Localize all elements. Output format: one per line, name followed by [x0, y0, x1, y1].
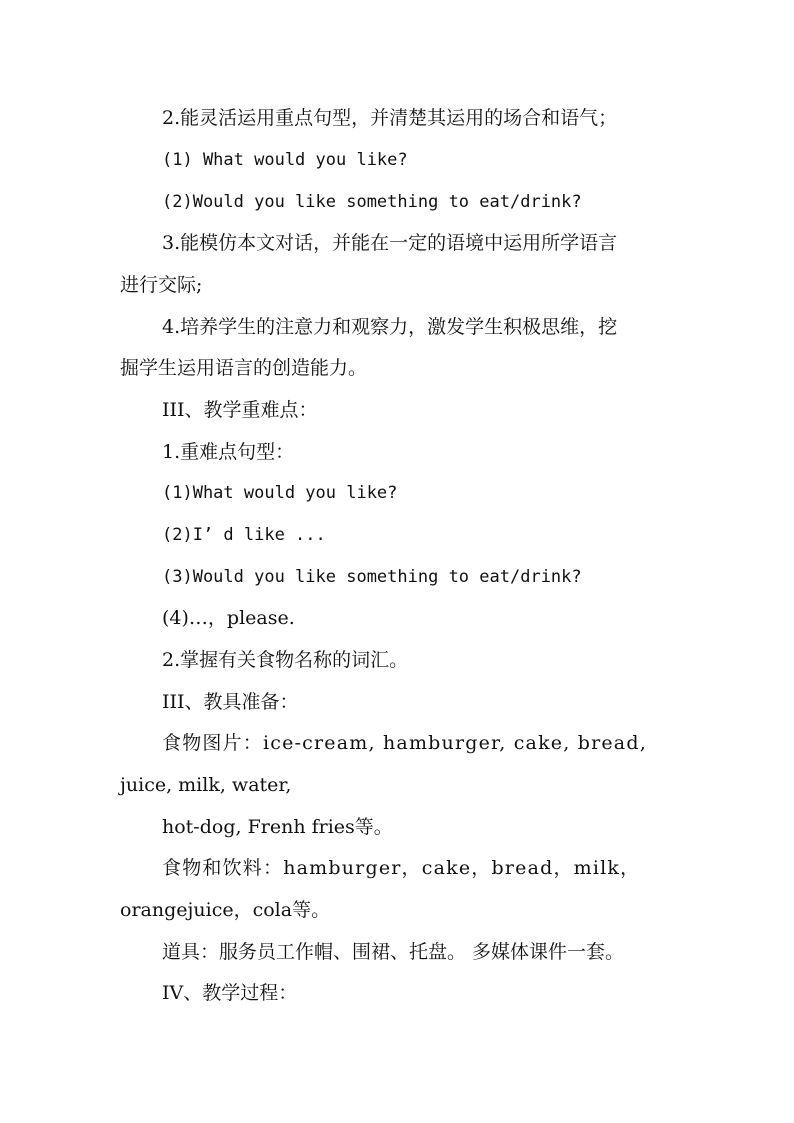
food-and-drinks-list-continued: orangejuice，cola等。 — [120, 899, 331, 921]
objective-4: 4.培养学生的注意力和观察力，激发学生积极思维，挖 — [162, 316, 618, 338]
sentence-pattern-2: (2)Would you like something to eat/drink? — [162, 192, 582, 212]
food-pictures-list: 食物图片：ice-cream, hamburger, cake, bread, — [162, 732, 647, 754]
key-sentence-patterns-heading: 1.重难点句型： — [162, 441, 295, 463]
food-pictures-list-end: hot-dog, Frenh fries等。 — [162, 816, 393, 838]
section-heading-key-points: III、教学重难点： — [162, 399, 318, 421]
key-pattern-2: (2)I’ d like ... — [162, 525, 326, 545]
key-pattern-1: (1)What would you like? — [162, 483, 398, 503]
key-pattern-3: (3)Would you like something to eat/drink? — [162, 567, 582, 587]
food-vocabulary-point: 2.掌握有关食物名称的词汇。 — [162, 649, 409, 671]
props-list: 道具：服务员工作帽、围裙、托盘。 多媒体课件一套。 — [162, 941, 625, 963]
sentence-pattern-1: (1) What would you like? — [162, 150, 408, 170]
section-heading-teaching-process: IV、教学过程： — [162, 982, 298, 1004]
food-pictures-list-continued: juice, milk, water, — [120, 774, 292, 796]
objective-4-continued: 掘学生运用语言的创造能力。 — [120, 357, 368, 379]
objective-3: 3.能模仿本文对话，并能在一定的语境中运用所学语言 — [162, 232, 618, 254]
food-and-drinks-list: 食物和饮料：hamburger，cake，bread，milk， — [162, 857, 641, 879]
objective-2: 2.能灵活运用重点句型，并清楚其运用的场合和语气； — [162, 107, 618, 129]
objective-3-continued: 进行交际; — [120, 274, 203, 296]
section-heading-materials: III、教具准备： — [162, 691, 299, 713]
key-pattern-4: (4)…，please. — [162, 607, 295, 629]
